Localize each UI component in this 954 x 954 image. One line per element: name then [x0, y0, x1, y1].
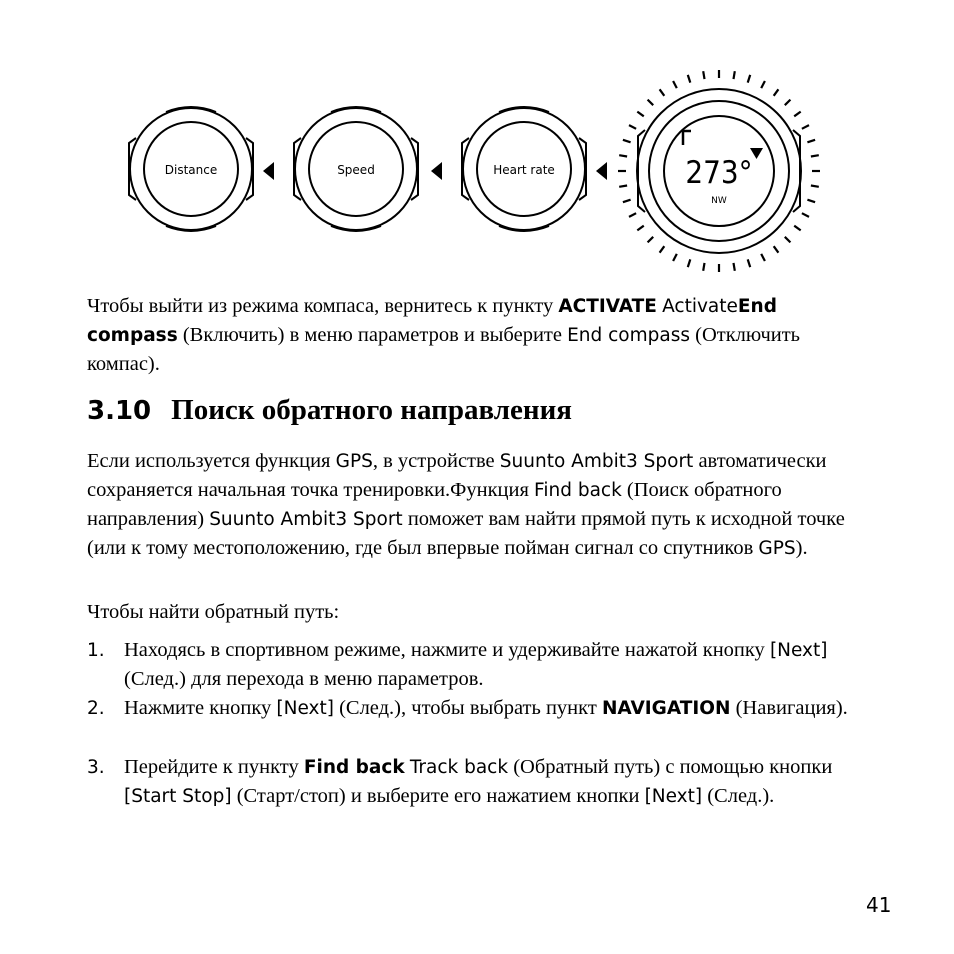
gps-term-2: GPS	[758, 538, 796, 559]
compass-tick	[802, 125, 809, 129]
compass-tick	[774, 246, 779, 253]
intro-text-3: (Отключить компас).	[87, 324, 801, 375]
compass-tick	[629, 213, 636, 217]
device-name: Suunto Ambit3 Sport	[499, 451, 694, 472]
p1-text-1: Если используется функция	[87, 450, 336, 472]
step-text: (Навигация).	[730, 697, 848, 719]
step-text: (Старт/стоп) и выберите его нажатием кнопки	[231, 785, 645, 807]
p1-text-4: (Поиск обратного направления)	[87, 479, 782, 530]
compass-tick	[637, 112, 644, 117]
watch-label-heart-rate: Heart rate	[493, 163, 555, 177]
compass-tick	[811, 186, 819, 187]
compass-tick	[807, 200, 815, 203]
compass-tick	[648, 237, 654, 243]
step-text: Находясь в спортивном режиме, нажмите и удерживайте нажатой кнопку	[124, 639, 770, 661]
section-title: Поиск обратного направления	[171, 394, 572, 426]
p1-text-6: ).	[795, 537, 808, 559]
compass-tick	[807, 140, 815, 143]
findback-description	[87, 447, 867, 563]
compass-tick	[703, 263, 704, 271]
next-button-term: [Next]	[769, 640, 828, 661]
compass-tick	[629, 125, 636, 129]
compass-tick	[660, 246, 665, 253]
compass-tick	[802, 213, 809, 217]
step-number: 3.	[87, 757, 105, 778]
pointer-arrow-2	[431, 162, 442, 180]
compass-tick	[673, 81, 677, 88]
page-number: 41	[866, 893, 892, 917]
compass-tick	[619, 155, 627, 156]
compass-tick	[637, 226, 644, 231]
compass-tick	[673, 254, 677, 261]
step-text: (След.) для перехода в меню параметров.	[124, 668, 484, 690]
p1-text-2: , в устройстве	[372, 450, 500, 472]
compass-heading: 273°	[685, 155, 753, 191]
compass-tick	[703, 71, 704, 79]
step-text: (След.), чтобы выбрать пункт	[333, 697, 602, 719]
pointer-arrow-3	[596, 162, 607, 180]
compass-tick	[774, 89, 779, 96]
find-back-term: Find back	[303, 757, 405, 778]
start-stop-button-term: [Start Stop]	[124, 786, 232, 807]
compass-tick	[748, 259, 751, 267]
p1-text-5: поможет вам найти прямой путь к исходной точке (или к тому местоположению, где был впервые пойман сигнал со спутников	[87, 508, 845, 559]
compass-tick	[748, 75, 751, 83]
next-button-term: [Next]	[276, 698, 334, 719]
compass-tick	[811, 155, 819, 156]
compass-tick	[761, 254, 765, 261]
end-compass-option: End compass	[567, 325, 690, 346]
activate-term-2: Activate	[662, 296, 738, 317]
compass-tick	[623, 200, 631, 203]
steps-intro: Чтобы найти обратный путь:	[87, 601, 340, 623]
intro-text-1: Чтобы выйти из режима компаса, вернитесь к пункту	[87, 295, 559, 317]
step-number: 1.	[87, 640, 105, 661]
compass-tick	[688, 75, 691, 83]
watch-illustration	[0, 0, 954, 300]
intro-text-2: (Включить) в меню параметров и выберите	[177, 324, 568, 346]
next-button-term: [Next]	[644, 786, 703, 807]
step-text: Перейдите к пункту	[124, 756, 304, 778]
compass-tick	[794, 226, 801, 231]
activate-term: ACTIVATE	[558, 296, 657, 317]
navigation-term: NAVIGATION	[601, 698, 731, 719]
step-text: (След.).	[702, 785, 775, 807]
intro-paragraph	[87, 292, 867, 379]
device-name-2: Suunto Ambit3 Sport	[209, 509, 403, 530]
compass-tick	[785, 237, 791, 243]
step-text: Нажмите кнопку	[124, 697, 277, 719]
compass-tick	[623, 140, 631, 143]
section-heading	[87, 392, 572, 429]
track-back-term: Track back	[409, 757, 509, 778]
compass-tick	[761, 81, 765, 88]
compass-tick	[785, 100, 791, 106]
pointer-arrow-1	[263, 162, 274, 180]
watch-label-speed: Speed	[337, 163, 375, 177]
watch-label-distance: Distance	[164, 163, 218, 177]
compass-tick	[648, 100, 654, 106]
compass-tick	[688, 259, 691, 267]
compass-direction: NW	[711, 196, 727, 206]
gps-term: GPS	[335, 451, 373, 472]
compass-tick	[734, 71, 735, 79]
compass-tick	[734, 263, 735, 271]
end-compass-term: End compass	[87, 296, 777, 346]
section-number: 3.10	[87, 396, 152, 426]
find-back-term: Find back	[534, 480, 622, 501]
step-number: 2.	[87, 698, 105, 719]
compass-tick	[794, 112, 801, 117]
step-text: (Обратный путь) с помощью кнопки	[508, 756, 833, 778]
compass-tick	[660, 89, 665, 96]
p1-text-3: автоматически сохраняется начальная точка тренировки.Функция	[87, 450, 827, 501]
compass-tick	[619, 186, 627, 187]
